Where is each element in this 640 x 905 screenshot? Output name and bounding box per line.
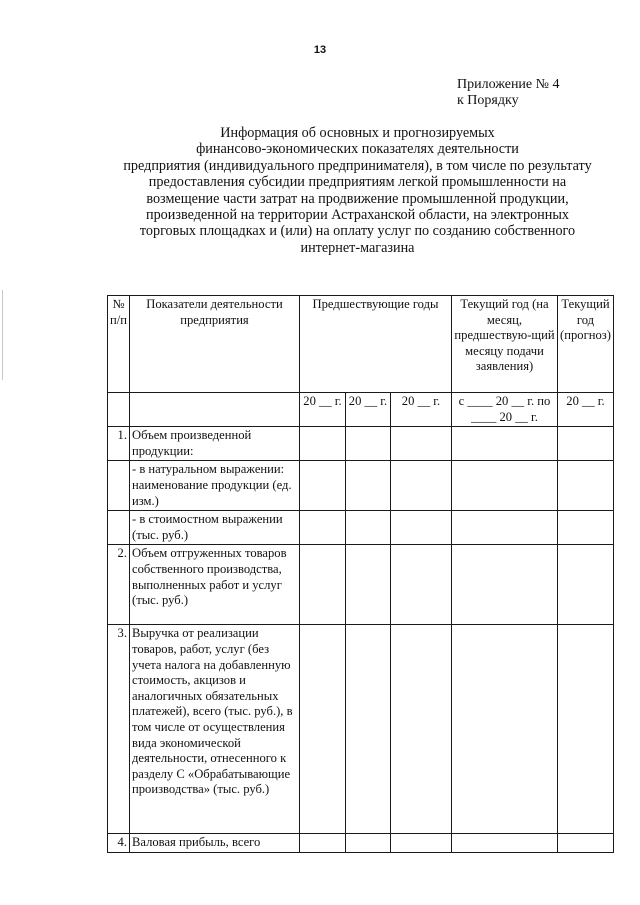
table-cell (108, 393, 130, 427)
document-title (100, 125, 615, 256)
table-cell (130, 393, 300, 427)
table-cell (300, 834, 346, 853)
table-cell (452, 545, 558, 625)
row-indicator: - в стоимостном выражении (тыс. руб.) (130, 511, 300, 545)
subheader-prev-year-2: 20 __ г. (346, 393, 391, 427)
header-row (108, 296, 614, 393)
table-cell (452, 834, 558, 853)
subheader-forecast-year: 20 __ г. (558, 393, 614, 427)
table-cell (391, 625, 452, 834)
header-current-year: Текущий год (на месяц, предшествую-щий месяцу подачи заявления) (452, 296, 558, 393)
table-cell (300, 427, 346, 461)
table-row (108, 834, 614, 853)
table-cell (346, 834, 391, 853)
scan-edge-mark (2, 290, 3, 380)
table-cell (558, 545, 614, 625)
table-cell (346, 625, 391, 834)
table-cell (300, 625, 346, 834)
title-line: финансово-экономических показателях деятельности (196, 141, 519, 158)
title-line: предоставления субсидии предприятиям легкой промышленности на (148, 174, 567, 191)
header-indicator: Показатели деятельности предприятия (130, 296, 300, 393)
row-indicator: Выручка от реализации товаров, работ, услуг (без учета налога на добавленную стоимость, акцизов и аналогичных обязательных платежей), всего (тыс. руб.), в том числе от осуществления вида экономической деятельности, отнесенного к разделу C «Обрабатывающие производства» (тыс. руб.) (130, 625, 300, 834)
subheader-prev-year-3: 20 __ г. (391, 393, 452, 427)
row-number (108, 511, 130, 545)
title-line: Информация об основных и прогнозируемых (220, 125, 495, 141)
table-row (108, 511, 614, 545)
table-cell (391, 427, 452, 461)
row-indicator: Валовая прибыль, всего (130, 834, 300, 853)
table-cell (300, 545, 346, 625)
table-cell (391, 511, 452, 545)
title-line: произведенной на территории Астраханской области, на электронных (146, 207, 569, 224)
title-line: предприятия (индивидуального предпринимателя), в том числе по результату (123, 157, 592, 174)
table-cell (346, 511, 391, 545)
table-cell (558, 511, 614, 545)
subheader-row (108, 393, 614, 427)
title-line: интернет-магазина (300, 239, 415, 256)
table-cell (346, 545, 391, 625)
table-cell (300, 511, 346, 545)
table-cell (558, 461, 614, 511)
table-cell (300, 461, 346, 511)
table-row (108, 461, 614, 511)
table-cell (391, 834, 452, 853)
table-cell (452, 511, 558, 545)
row-indicator: Объем произведенной продукции: (130, 427, 300, 461)
table-row (108, 427, 614, 461)
appendix-line-2: к Порядку (457, 93, 519, 108)
row-number: 1. (108, 427, 130, 461)
header-previous-years: Предшествующие годы (300, 296, 452, 393)
table-cell (391, 461, 452, 511)
table-cell (346, 461, 391, 511)
subheader-current-period: с ____ 20 __ г. по ____ 20 __ г. (452, 393, 558, 427)
table-row (108, 625, 614, 834)
table-cell (391, 545, 452, 625)
title-line: возмещение части затрат на продвижение промышленной продукции, (146, 190, 569, 207)
row-indicator: Объем отгруженных товаров собственного производства, выполненных работ и услуг (тыс. руб.) (130, 545, 300, 625)
table-cell (346, 427, 391, 461)
table-row (108, 545, 614, 625)
row-number (108, 461, 130, 511)
appendix-reference (457, 77, 560, 109)
table-cell (452, 427, 558, 461)
table-cell (558, 625, 614, 834)
row-number: 3. (108, 625, 130, 834)
row-number: 4. (108, 834, 130, 853)
indicators-table (107, 295, 614, 853)
row-number: 2. (108, 545, 130, 625)
table-cell (558, 834, 614, 853)
title-line: торговых площадках и (или) на оплату услуг по созданию собственного (139, 223, 576, 240)
table-cell (452, 625, 558, 834)
row-indicator: - в натуральном выражении: наименование продукции (ед. изм.) (130, 461, 300, 511)
header-num: № п/п (108, 296, 130, 393)
appendix-line-1: Приложение № 4 (457, 77, 560, 92)
subheader-prev-year-1: 20 __ г. (300, 393, 346, 427)
table-cell (558, 427, 614, 461)
header-forecast: Текущий год (прогноз) (558, 296, 614, 393)
table-cell (452, 461, 558, 511)
page-number: 13 (313, 44, 327, 56)
